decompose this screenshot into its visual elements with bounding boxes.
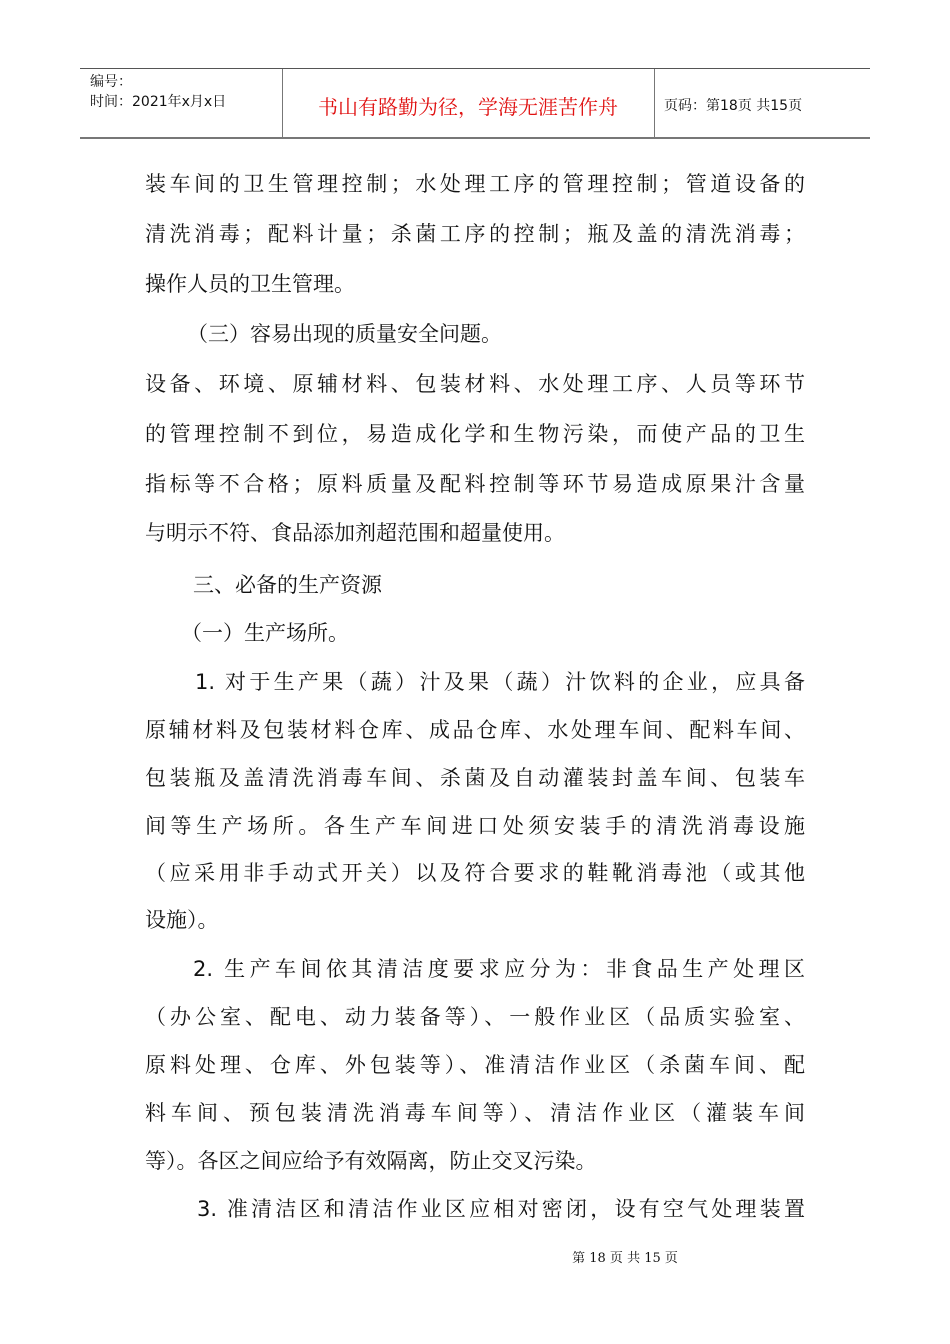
body-line: （一）生产场所。 [181, 621, 349, 645]
body-line: 原辅材料及包装材料仓库、成品仓库、水处理车间、配料车间、 [145, 718, 805, 742]
body-line: （办公室、配电、动力装备等）、一般作业区（品质实验室、 [145, 1005, 805, 1029]
body-line: 1. 对于生产果（蔬）汁及果（蔬）汁饮料的企业，应具备 [195, 670, 805, 694]
body-line: 的管理控制不到位，易造成化学和生物污染，而使产品的卫生 [145, 422, 805, 446]
motto: 书山有路勤为径，学海无涯苦作舟 [318, 95, 618, 119]
body-line: 料车间、预包装清洗消毒车间等）、清洁作业区（灌装车间 [145, 1101, 805, 1125]
body-line: 三、必备的生产资源 [193, 573, 382, 597]
body-line: 原料处理、仓库、外包装等）、准清洁作业区（杀菌车间、配 [145, 1053, 805, 1077]
body-line: 包装瓶及盖清洗消毒车间、杀菌及自动灌装封盖车间、包装车 [145, 766, 805, 790]
body-line: 装车间的卫生管理控制；水处理工序的管理控制；管道设备的 [145, 172, 805, 196]
body-line: （应采用非手动式开关）以及符合要求的鞋靴消毒池（或其他 [145, 861, 805, 885]
body-line: （三）容易出现的质量安全问题。 [187, 322, 502, 346]
body-line: 操作人员的卫生管理。 [145, 272, 355, 296]
body-line: 2. 生产车间依其清洁度要求应分为：非食品生产处理区 [193, 957, 805, 981]
time-label: 时间：2021年x月x日 [90, 94, 227, 110]
body-line: 设备、环境、原辅材料、包装材料、水处理工序、人员等环节 [145, 372, 805, 396]
page-info: 页码：第18页 共15页 [664, 98, 803, 114]
body-line: 清洗消毒；配料计量；杀菌工序的控制；瓶及盖的清洗消毒； [145, 222, 805, 246]
body-line: 指标等不合格；原料质量及配料控制等环节易造成原果汁含量 [145, 472, 805, 496]
divider [654, 69, 655, 137]
body-line: 3. 准清洁区和清洁作业区应相对密闭，设有空气处理装置 [197, 1197, 805, 1221]
page-footer: 第 18 页 共 15 页 [572, 1251, 678, 1266]
body-line: 设施）。 [145, 908, 219, 932]
page-header [80, 68, 870, 139]
body-line: 等）。各区之间应给予有效隔离，防止交叉污染。 [145, 1149, 597, 1173]
body-line: 间等生产场所。各生产车间进口处须安装手的清洗消毒设施 [145, 814, 805, 838]
body-line: 与明示不符、食品添加剂超范围和超量使用。 [145, 521, 565, 545]
code-label: 编号： [90, 74, 132, 90]
